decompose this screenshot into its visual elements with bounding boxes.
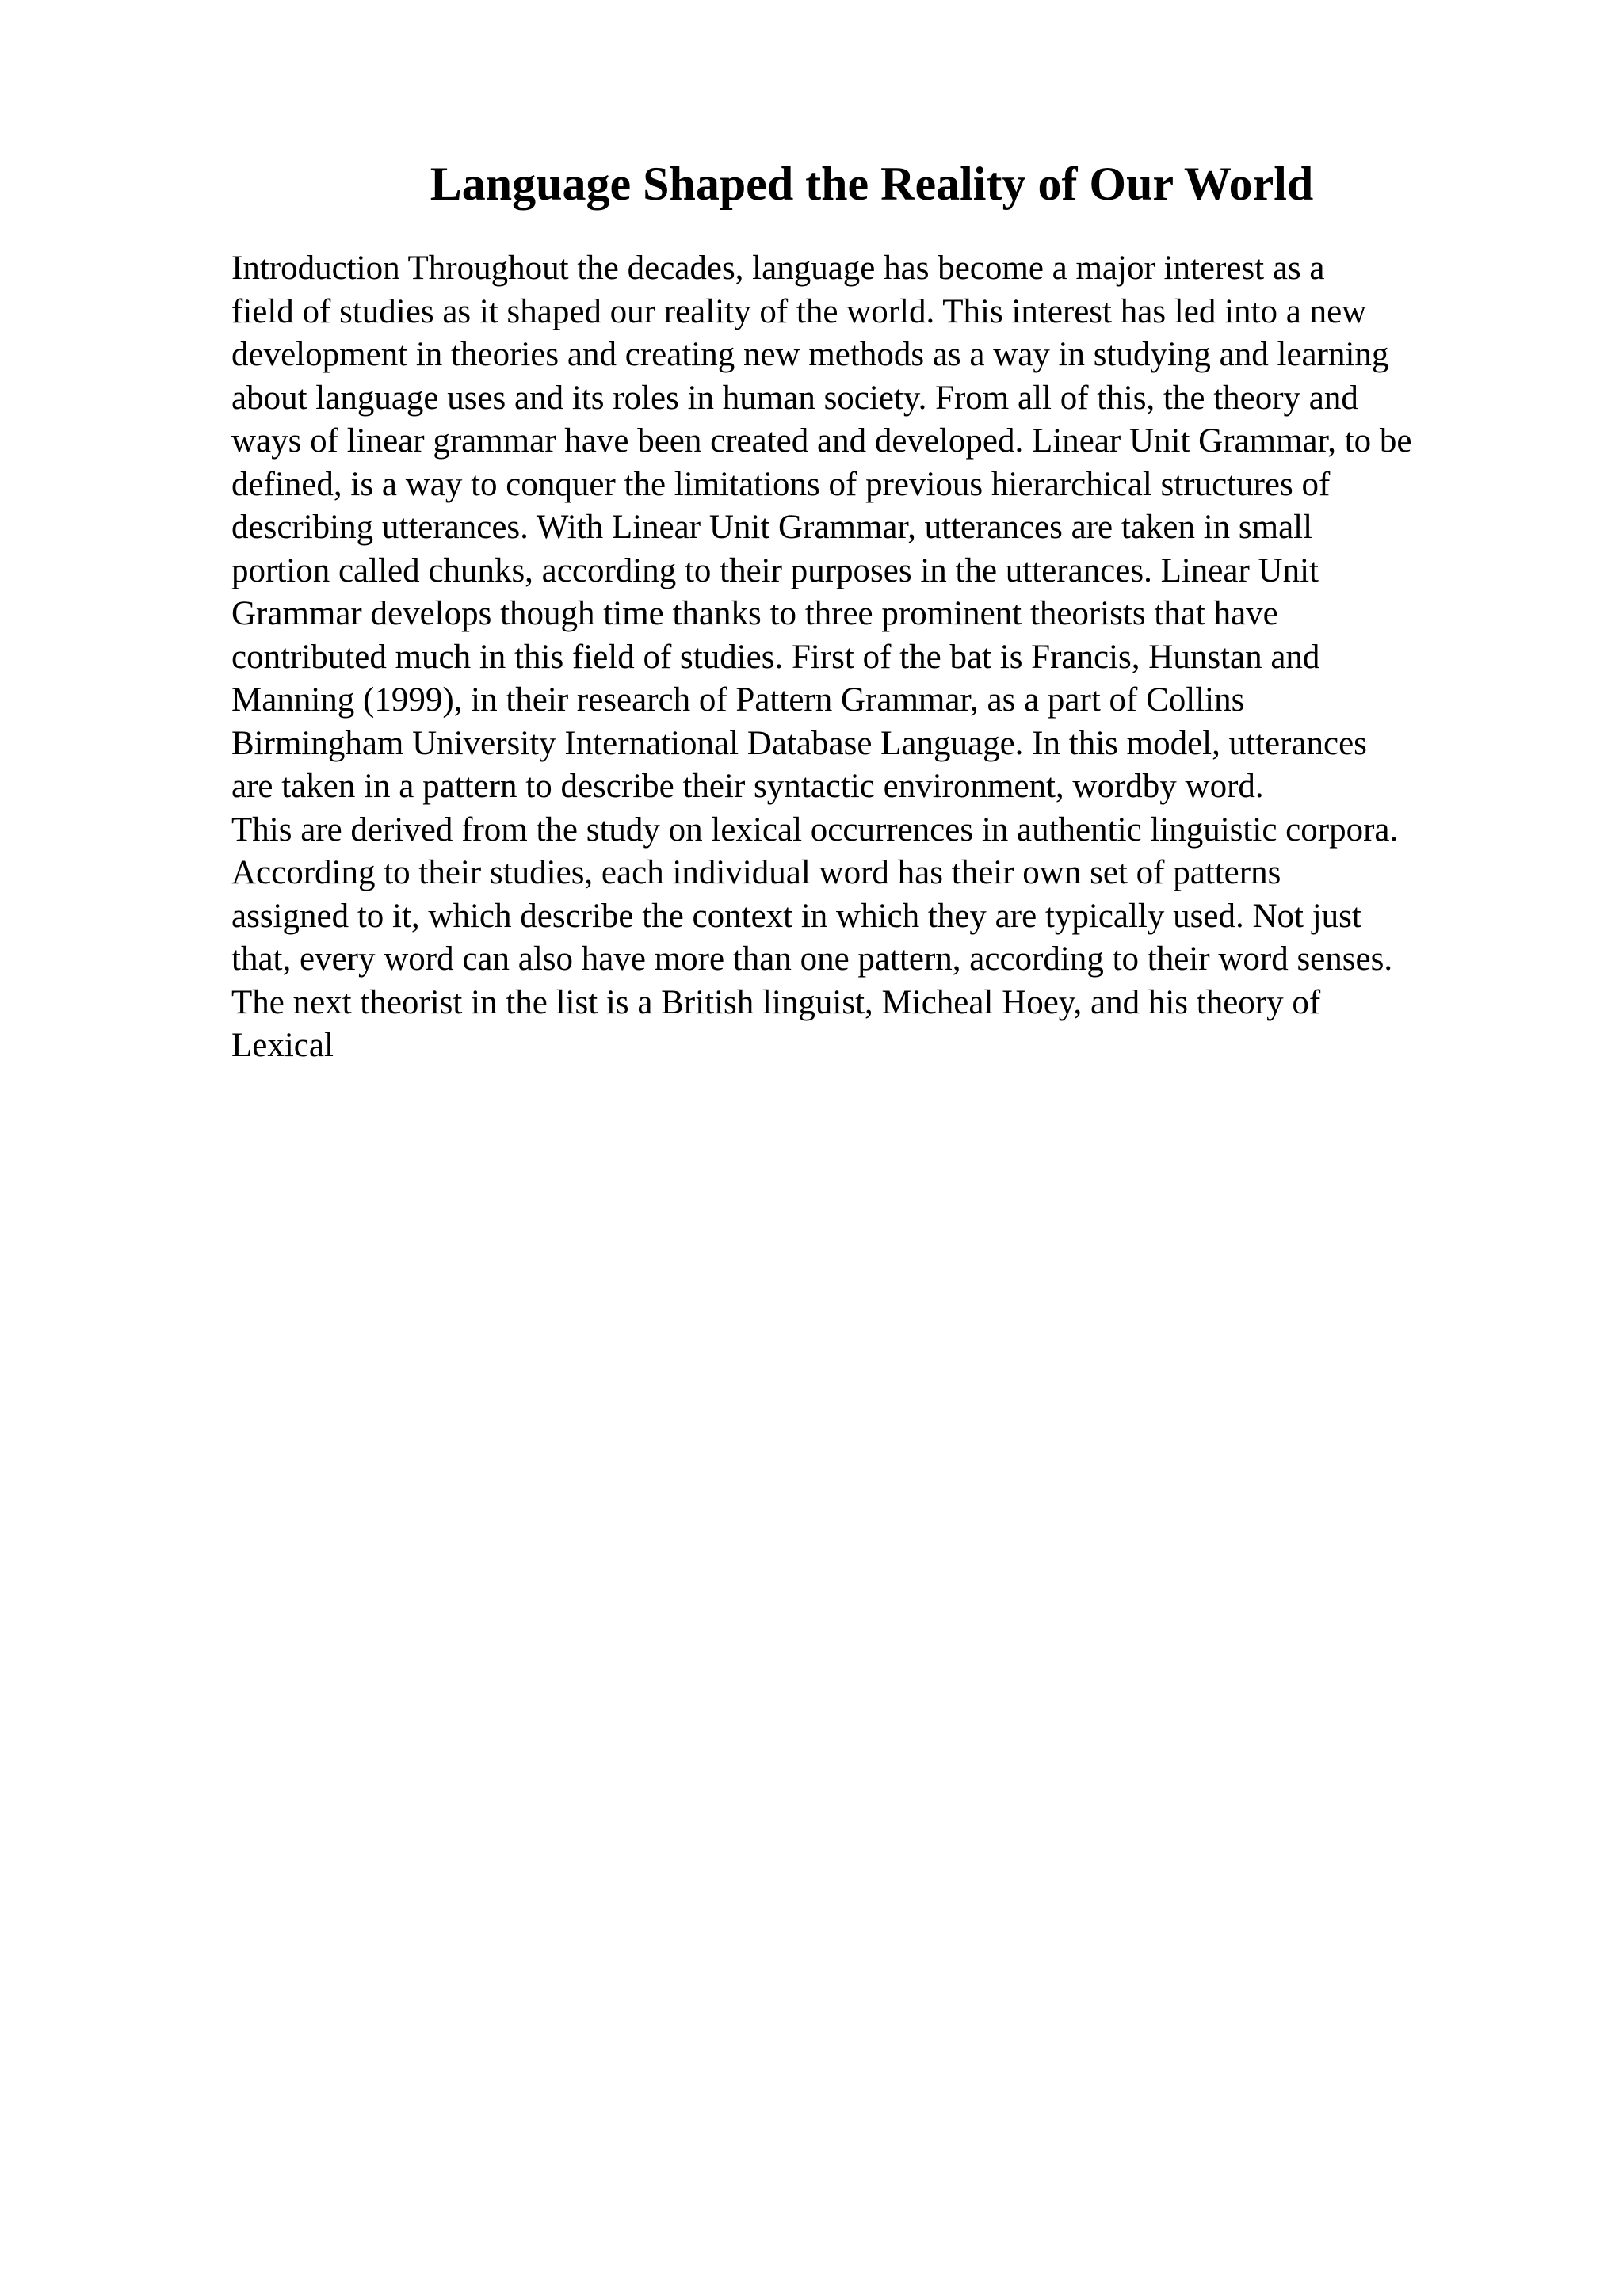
text-line: about language uses and its roles in human society. From all of this, the theory and bbox=[231, 379, 1358, 417]
text-line: Grammar develops though time thanks to three prominent theorists that have bbox=[231, 595, 1278, 632]
text-line: According to their studies, each individual word has their own set of patterns bbox=[231, 854, 1281, 891]
text-line: ways of linear grammar have been created and developed. Linear Unit Grammar, to be bbox=[231, 422, 1412, 460]
text-line: Lexical bbox=[231, 1027, 334, 1064]
text-line: Birmingham University International Database Language. In this model, utterances bbox=[231, 724, 1367, 762]
text-line: that, every word can also have more than one pattern, according to their word senses. bbox=[231, 940, 1393, 978]
text-line: Introduction Throughout the decades, language has become a major interest as a bbox=[231, 250, 1325, 287]
page-title: Language Shaped the Reality of Our World bbox=[430, 158, 1314, 210]
text-line: portion called chunks, according to their purposes in the utterances. Linear Unit bbox=[231, 551, 1319, 589]
text-line: The next theorist in the list is a British linguist, Micheal Hoey, and his theory of bbox=[231, 983, 1321, 1021]
text-line: describing utterances. With Linear Unit Grammar, utterances are taken in small bbox=[231, 509, 1313, 546]
text-line: assigned to it, which describe the context in which they are typically used. Not just bbox=[231, 897, 1361, 935]
text-line: contributed much in this field of studies. First of the bat is Francis, Hunstan and bbox=[231, 638, 1320, 676]
text-line: Manning (1999), in their research of Pattern Grammar, as a part of Collins bbox=[231, 681, 1245, 719]
text-line: This are derived from the study on lexical occurrences in authentic linguistic corpora. bbox=[231, 810, 1399, 849]
body-paragraph bbox=[231, 247, 1610, 1068]
text-line: field of studies as it shaped our reality of the world. This interest has led into a new bbox=[231, 292, 1367, 330]
text-line: are taken in a pattern to describe their syntactic environment, wordby word. bbox=[231, 768, 1264, 805]
text-line: development in theories and creating new methods as a way in studying and learning bbox=[231, 336, 1389, 373]
text-line: defined, is a way to conquer the limitations of previous hierarchical structures of bbox=[231, 465, 1331, 503]
